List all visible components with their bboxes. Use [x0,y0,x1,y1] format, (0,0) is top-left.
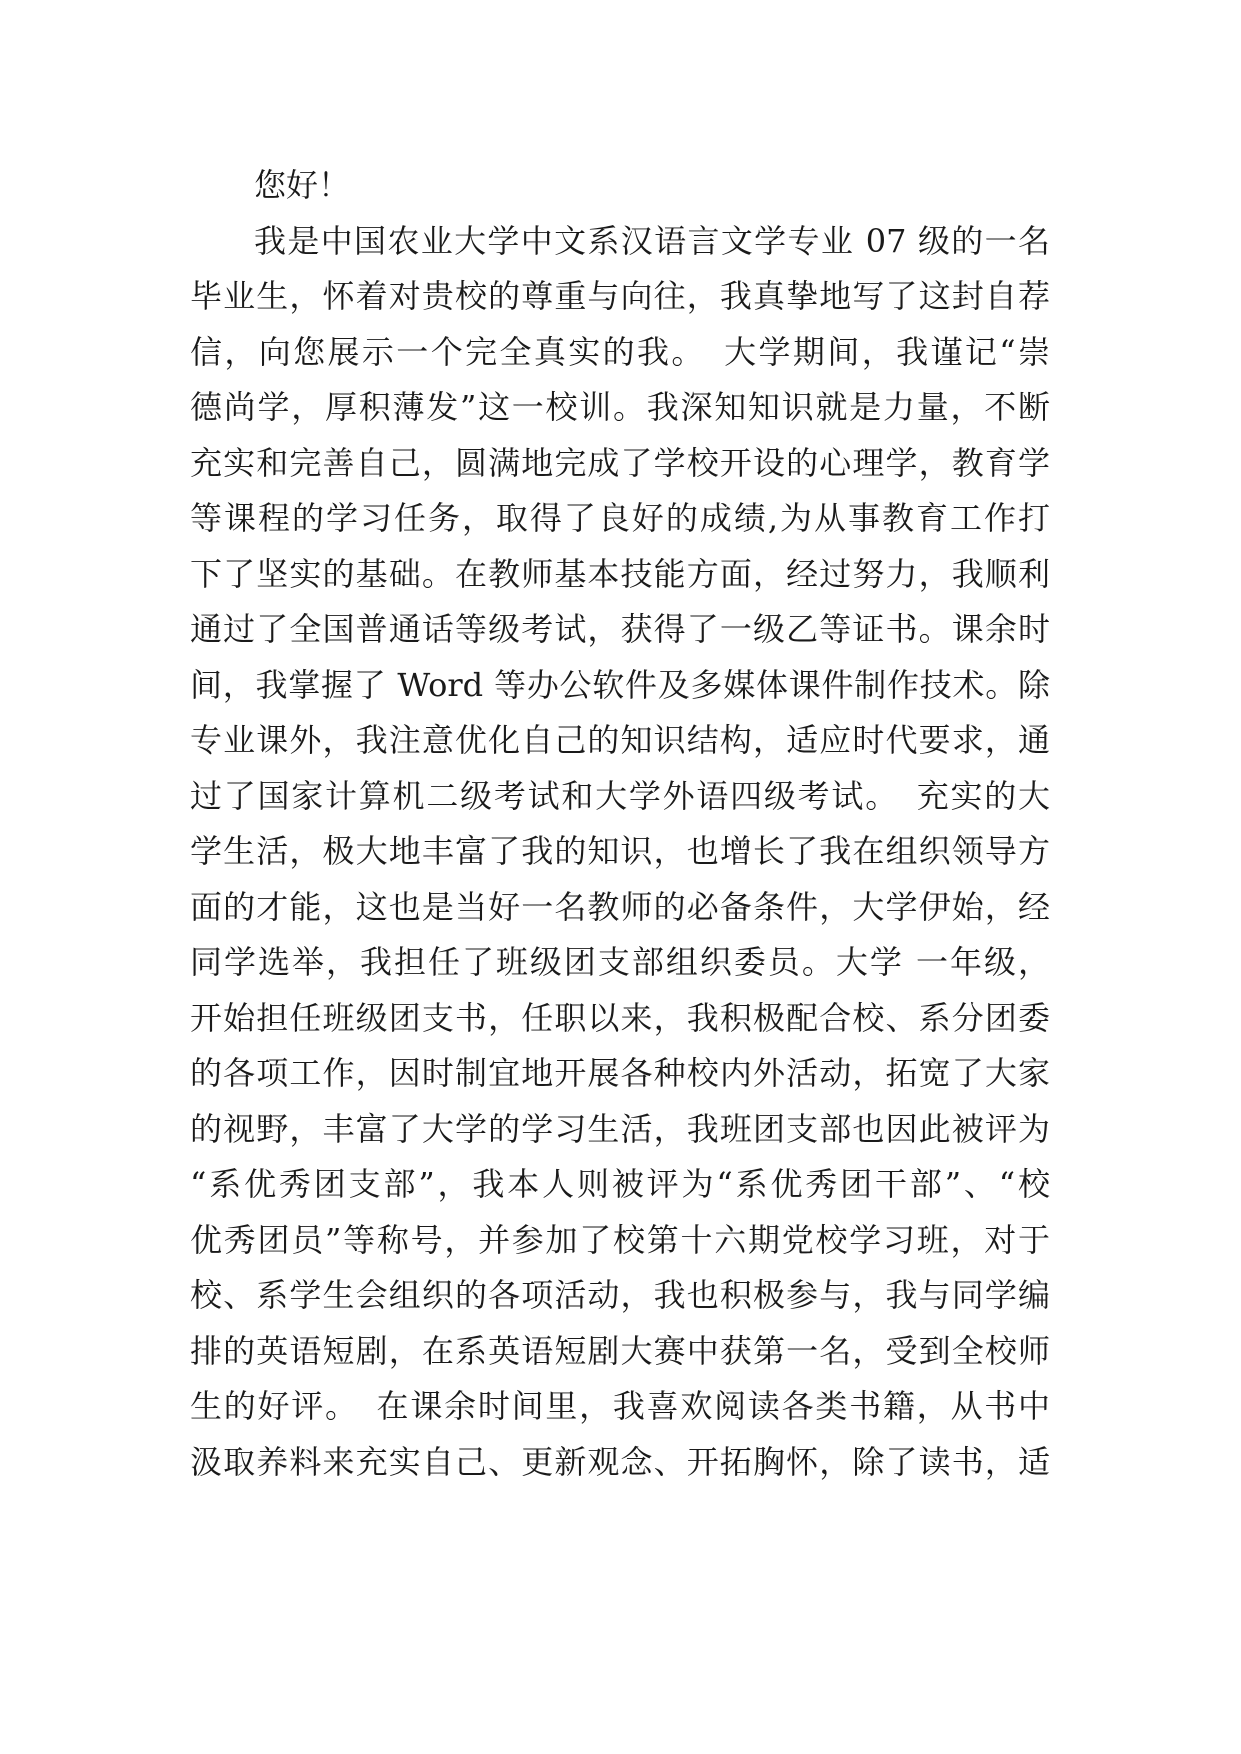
paragraph-line: 信，向您展示一个完全真实的我。 大学期间，我谨记“崇 [190,332,1050,371]
paragraph-line: 汲取养料来充实自己、更新观念、开拓胸怀，除了读书，适 [190,1442,1050,1481]
paragraph-line: 我是中国农业大学中文系汉语言文学专业 07 级的一名 [254,221,1050,260]
paragraph-line: 专业课外，我注意优化自己的知识结构，适应时代要求，通 [190,721,1050,759]
paragraph-line: 的各项工作，因时制宜地开展各种校内外活动，拓宽了大家 [190,1054,1050,1092]
paragraph-line: 通过了全国普通话等级考试，获得了一级乙等证书。课余时 [190,610,1050,648]
paragraph-line: 充实和完善自己，圆满地完成了学校开设的心理学，教育学 [190,443,1050,482]
paragraph-line: 下了坚实的基础。在教师基本技能方面，经过努力，我顺利 [190,554,1050,593]
letter-body [190,158,1050,1490]
paragraph-line: 等课程的学习任务，取得了良好的成绩,为从事教育工作打 [190,499,1050,537]
paragraph-line: 间，我掌握了 Word 等办公软件及多媒体课件制作技术。除 [190,665,1050,704]
paragraph-line: 的视野，丰富了大学的学习生活，我班团支部也因此被评为 [190,1109,1050,1148]
paragraph-line: “系优秀团支部”，我本人则被评为“系优秀团干部”、“校 [190,1165,1050,1203]
paragraph-line: 学生活，极大地丰富了我的知识，也增长了我在组织领导方 [190,832,1050,870]
paragraph-line: 开始担任班级团支书，任职以来，我积极配合校、系分团委 [190,998,1050,1037]
greeting-line: 您好！ [254,166,351,204]
paragraph-line: 过了国家计算机二级考试和大学外语四级考试。 充实的大 [190,776,1050,815]
paragraph-line: 面的才能，这也是当好一名教师的必备条件，大学伊始，经 [190,887,1050,926]
paragraph-line: 毕业生，怀着对贵校的尊重与向往，我真挚地写了这封自荐 [190,277,1050,315]
paragraph-line: 德尚学，厚积薄发”这一校训。我深知知识就是力量，不断 [190,388,1050,426]
paragraph-line: 排的英语短剧，在系英语短剧大赛中获第一名，受到全校师 [190,1331,1050,1370]
paragraph-line: 优秀团员”等称号，并参加了校第十六期党校学习班，对于 [190,1220,1050,1259]
paragraph-line: 生的好评。 在课余时间里，我喜欢阅读各类书籍，从书中 [190,1387,1050,1425]
paragraph-line: 校、系学生会组织的各项活动，我也积极参与，我与同学编 [190,1276,1050,1314]
paragraph-line: 同学选举，我担任了班级团支部组织委员。大学 一年级， [190,943,1050,981]
